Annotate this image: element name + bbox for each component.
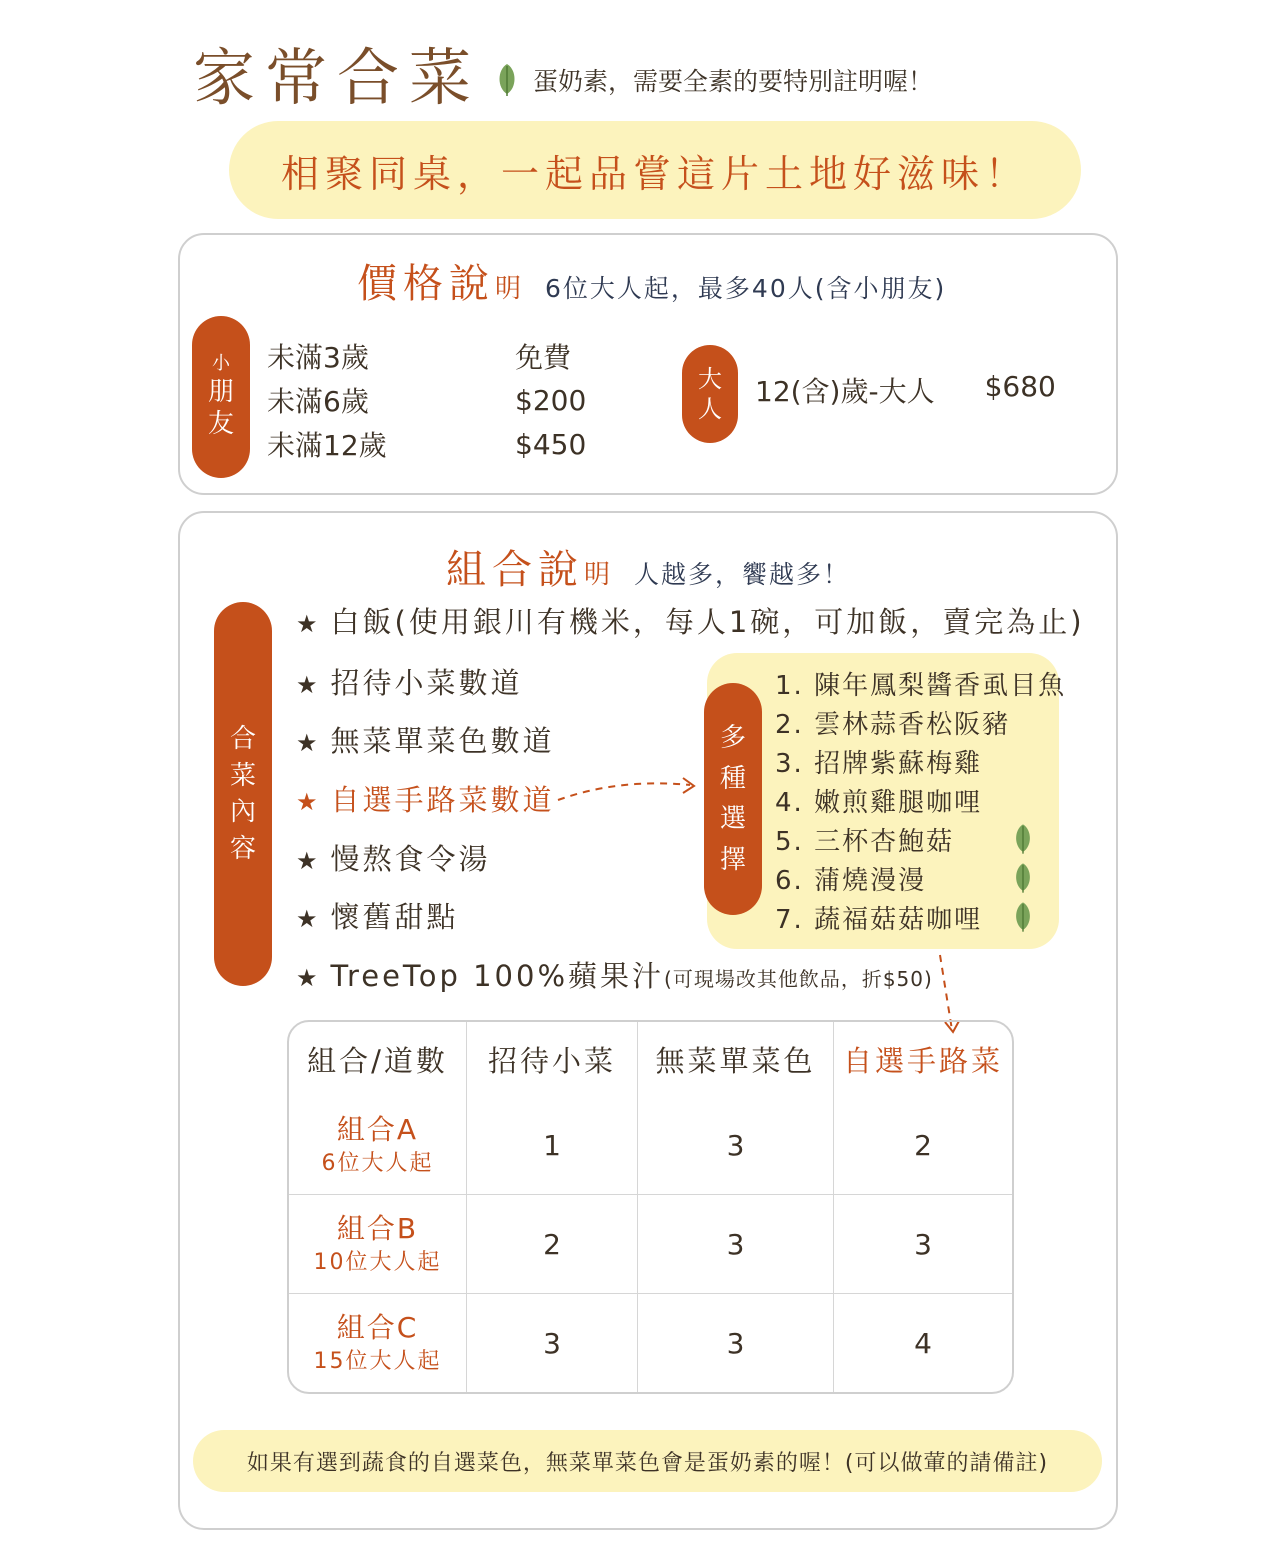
table-header: 招待小菜 xyxy=(467,1022,638,1096)
combo-title: 組合說明 xyxy=(446,547,617,593)
choice-item: 7. 蔬福菇菇咖哩 xyxy=(775,905,983,935)
list-item: ★ 慢熬食令湯 xyxy=(296,842,491,876)
table-cell: 3 xyxy=(638,1294,834,1392)
table-header: 無菜單菜色 xyxy=(638,1022,834,1096)
table-row xyxy=(289,1294,1012,1392)
choice-item: 4. 嫩煎雞腿咖哩 xyxy=(775,788,983,818)
table-cell: 4 xyxy=(914,1326,932,1360)
choice-item: 1. 陳年鳳梨醬香虱目魚 xyxy=(775,671,1067,701)
combo-table xyxy=(287,1020,1014,1394)
price-row: 未滿3歲 免費 xyxy=(267,341,572,374)
choice-item: 2. 雲林蒜香松阪豬 xyxy=(775,710,1011,740)
table-row xyxy=(289,1096,1012,1195)
list-item: ★ 懷舊甜點 xyxy=(296,900,459,934)
table-header: 自選手路菜 xyxy=(842,1043,1003,1078)
combo-name: 組合A 6位大人起 xyxy=(289,1096,467,1195)
table-cell: 3 xyxy=(638,1096,834,1195)
adults-label: 大 人 xyxy=(682,345,738,443)
list-item: ★ TreeTop 100%蘋果汁(可現場改其他飲品，折$50) xyxy=(296,959,933,993)
combo-content-label: 合 菜 內 容 xyxy=(214,602,272,986)
page-title: 家常合菜 xyxy=(193,41,482,114)
table-row xyxy=(289,1195,1012,1294)
footer-note: 如果有選到蔬食的自選菜色，無菜單菜色會是蛋奶素的喔！(可以做葷的請備註) xyxy=(193,1430,1102,1492)
choices-label: 多 種 選 擇 xyxy=(704,683,762,915)
table-cell: 1 xyxy=(467,1096,638,1195)
kids-label: 小 朋 友 xyxy=(192,316,250,478)
list-item-highlight: ★ 自選手路菜數道 xyxy=(296,783,555,817)
pricing-subtitle: 6位大人起，最多40人(含小朋友) xyxy=(545,274,947,303)
veg-note-text: 蛋奶素，需要全素的要特別註明喔！ xyxy=(533,67,934,96)
list-item: ★ 招待小菜數道 xyxy=(296,666,523,700)
slogan-banner: 相聚同桌，一起品嘗這片土地好滋味！ xyxy=(229,121,1081,219)
choice-item: 6. 蒲燒漫漫 xyxy=(775,866,927,896)
price-row: 未滿6歲 $200 xyxy=(267,383,587,418)
combo-name: 組合C 15位大人起 xyxy=(289,1294,467,1392)
table-cell: 3 xyxy=(834,1195,1012,1294)
combo-name: 組合B 10位大人起 xyxy=(289,1195,467,1294)
choice-item: 3. 招牌紫蘇梅雞 xyxy=(775,749,983,779)
combo-subtitle: 人越多，饗越多！ xyxy=(634,560,851,589)
choice-item: 5. 三杯杏鮑菇 xyxy=(775,827,955,857)
table-cell: 3 xyxy=(467,1294,638,1392)
adults-age: 12(含)歲-大人 xyxy=(755,375,935,408)
list-item: ★ 無菜單菜色數道 xyxy=(296,724,555,758)
pricing-title: 價格說明 xyxy=(357,261,528,307)
price-row: 未滿12歲 $450 xyxy=(267,427,587,462)
table-cell: 2 xyxy=(834,1096,1012,1195)
table-header: 組合/道數 xyxy=(289,1022,467,1096)
table-cell: 2 xyxy=(467,1195,638,1294)
adults-price: $680 xyxy=(984,370,1056,403)
list-item: ★ 白飯(使用銀川有機米，每人1碗，可加飯，賣完為止) xyxy=(296,605,1085,639)
table-cell: 3 xyxy=(638,1195,834,1294)
